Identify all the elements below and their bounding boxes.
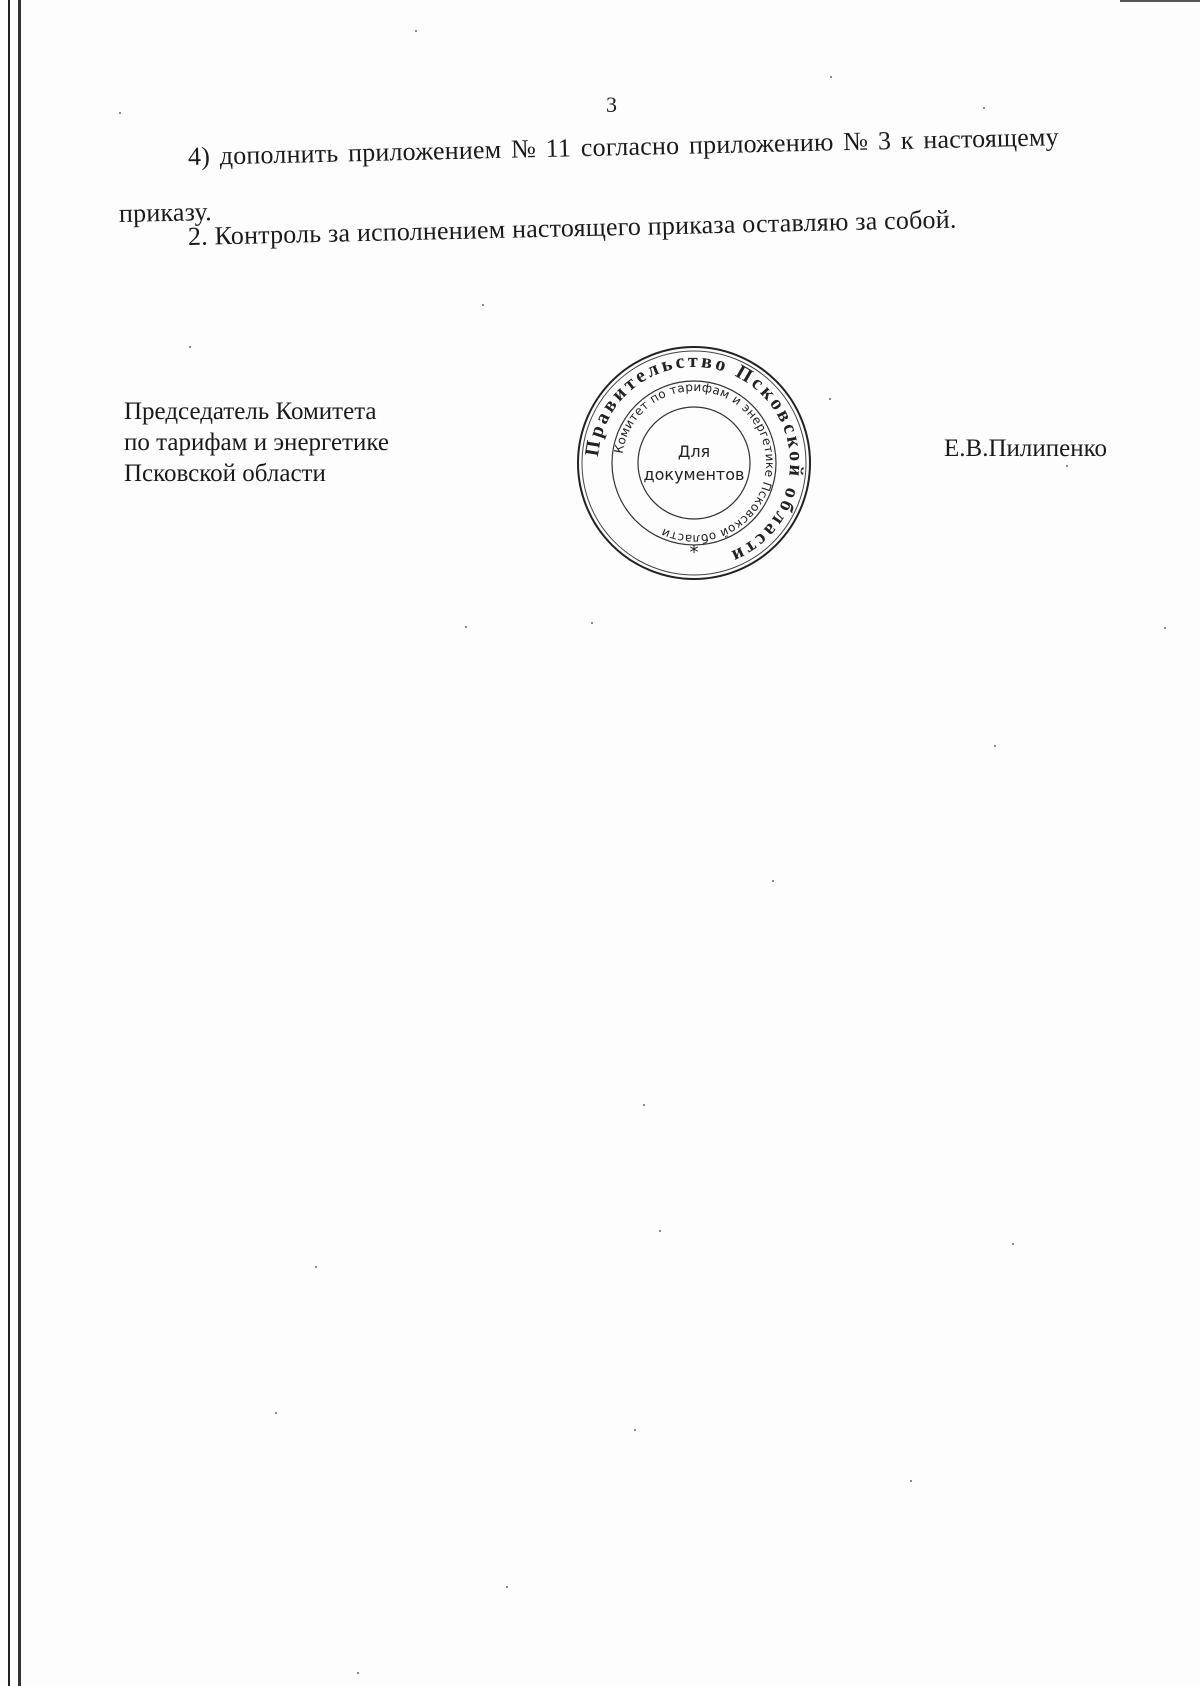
scan-speck bbox=[482, 304, 484, 306]
stamp-outer-text: Правительство Псковской области bbox=[580, 349, 808, 569]
signer-name: Е.В.Пилипенко bbox=[944, 435, 1107, 462]
scan-speck bbox=[119, 112, 121, 114]
signer-title-line: по тарифам и энергетике bbox=[124, 429, 389, 456]
scan-speck bbox=[189, 346, 191, 348]
signer-title-line: Псковской области bbox=[124, 460, 326, 487]
scan-speck bbox=[830, 76, 832, 78]
page-number: 3 bbox=[606, 92, 617, 117]
body-line-amendment: 4) дополнить приложением № 11 согласно приложению № 3 к настоящему bbox=[187, 122, 1060, 171]
signer-title bbox=[124, 396, 389, 489]
scan-speck bbox=[634, 1429, 636, 1431]
signer-title-line: Председатель Комитета bbox=[124, 398, 377, 425]
scan-speck bbox=[910, 1480, 912, 1482]
scan-speck bbox=[1066, 465, 1068, 467]
official-stamp bbox=[576, 345, 812, 581]
scan-speck bbox=[772, 880, 774, 882]
scan-speck bbox=[315, 1266, 317, 1268]
scan-speck bbox=[506, 1586, 508, 1588]
scan-edge-line bbox=[8, 0, 10, 1686]
body-line-continuation: приказу. bbox=[118, 197, 213, 228]
stamp-star: * bbox=[689, 542, 699, 563]
scan-edge-line bbox=[1120, 0, 1200, 2]
scan-edge-line bbox=[18, 0, 21, 1686]
scan-speck bbox=[829, 398, 831, 400]
scan-speck bbox=[1012, 1243, 1014, 1245]
body-line-control: 2. Контроль за исполнением настоящего приказа оставляю за собой. bbox=[187, 204, 957, 251]
scan-speck bbox=[591, 622, 593, 624]
stamp-center-line: Для bbox=[677, 442, 711, 461]
scan-speck bbox=[415, 30, 417, 32]
scan-speck bbox=[659, 1230, 661, 1232]
stamp-inner-text: Комитет по тарифам и энергетике Псковской области bbox=[611, 379, 778, 547]
scan-speck bbox=[643, 1104, 645, 1106]
scan-speck bbox=[357, 1672, 359, 1674]
scan-speck bbox=[275, 1412, 277, 1414]
stamp-center-line: документов bbox=[643, 465, 745, 484]
stamp-seal-graphic bbox=[576, 345, 812, 581]
scan-speck bbox=[465, 626, 467, 628]
scan-speck bbox=[1164, 627, 1166, 629]
scan-speck bbox=[994, 745, 996, 747]
scan-speck bbox=[983, 107, 985, 109]
